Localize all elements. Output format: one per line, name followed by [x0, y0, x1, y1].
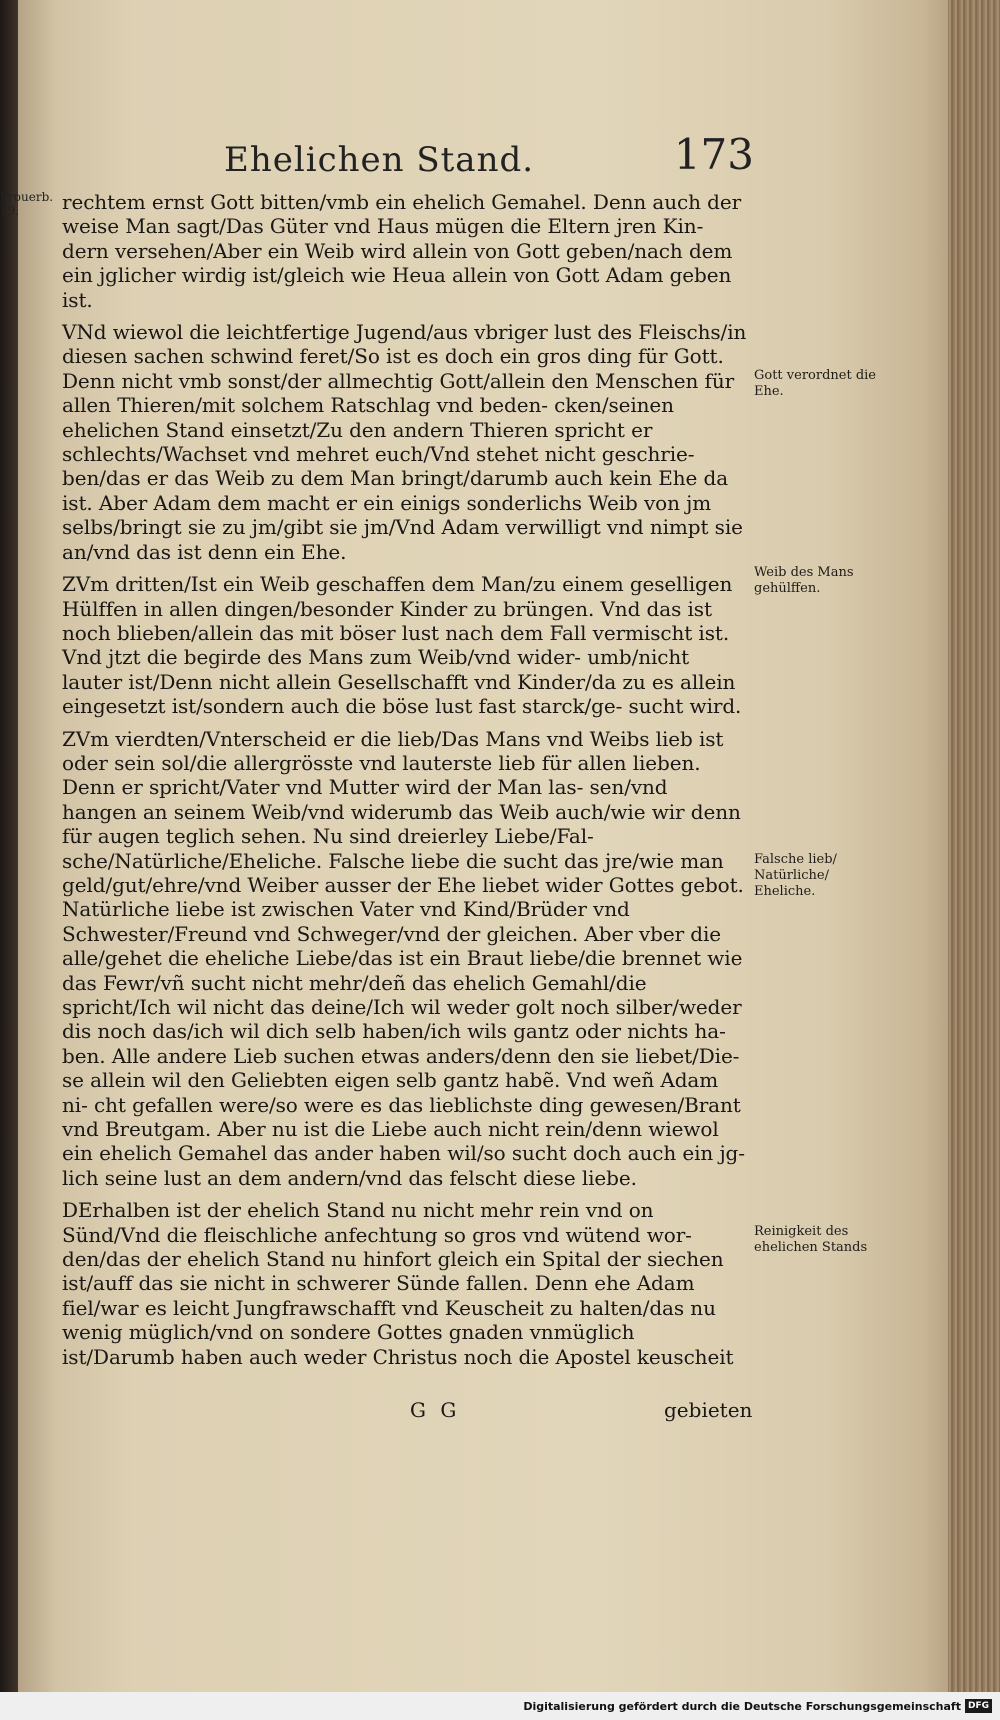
paragraph-3: ZVm dritten/Ist ein Weib geschaffen dem Man/zu einem geselligen Hülffen in allen dingen/besonder Kinder zu brüngen. Vnd das ist noch blieben/allein das mit böser lust nach dem Fall vermischt ist. Vnd jtzt die begirde des Mans zum Weib/vnd wider- umb/nicht lauter ist/Denn nicht allein Gesellschafft vnd Kinder/da zu es allein eingesetzt ist/sondern auch die böse lust fast starck/ge- sucht wird.	[62, 572, 742, 719]
footer-credit: Digitalisierung gefördert durch die Deutsche Forschungsgemeinschaft	[523, 1699, 961, 1713]
paragraph-1: rechtem ernst Gott bitten/vmb ein ehelich Gemahel. Denn auch der weise Man sagt/Das Güter vnd Haus mügen die Eltern jren Kin- dern versehen/Aber ein Weib wird allein von Gott geben/nach dem ein jglicher wirdig ist/gleich wie Heua allein von Gott Adam geben ist.	[62, 190, 742, 312]
book-page-edges	[948, 0, 1000, 1692]
dfg-logo: DFG	[965, 1699, 992, 1713]
page-header	[224, 132, 754, 182]
page-number: 173	[673, 130, 754, 179]
gloss-falsche-lieb: Falsche lieb/ Natürliche/ Eheliche.	[754, 852, 837, 899]
footer-bar	[0, 1692, 1000, 1720]
signature-mark: G G	[410, 1398, 461, 1422]
paragraph-5: DErhalben ist der ehelich Stand nu nicht mehr rein vnd on Sünd/Vnd die fleischliche anfechtung so gros vnd wütend wor- den/das der ehelich Stand nu hinfort gleich ein Spital der siechen ist/auff das sie nicht in schwerer Sünde fallen. Denn ehe Adam fiel/war es leicht Jungfrawschafft vnd Keuscheit zu halten/das nu wenig müglich/vnd on sondere Gottes gnaden vnmüglich ist/Darumb haben auch weder Christus noch die Apostel keuscheit	[62, 1198, 734, 1369]
marginal-reference: Prouerb. 19.	[0, 190, 54, 218]
paragraph-4: ZVm vierdten/Vnterscheid er die lieb/Das Mans vnd Weibs lieb ist oder sein sol/die allergrösste vnd lauterste lieb für allen lieben. Denn er spricht/Vater vnd Mutter wird der Man las- sen/vnd hangen an seinem Weib/vnd widerumb das Weib auch/wie wir denn für augen teglich sehen. Nu sind dreierley Liebe/Fal- sche/Natürliche/Eheliche. Falsche liebe die sucht das jre/wie man geld/gut/ehre/vnd Weiber ausser der Ehe liebet wider Gottes gebot. Natürliche liebe ist zwischen Vater vnd Kind/Brüder vnd Schwester/Freund vnd Schweger/vnd der gleichen. Aber vber die alle/gehet die eheliche Liebe/das ist ein Braut liebe/die brennet wie das Fewr/vñ sucht nicht mehr/deñ das ehelich Gemahl/die spricht/Ich wil nicht das deine/Ich wil weder golt noch silber/weder dis noch das/ich wil dich selb haben/ich wils gantz oder nichts ha- ben. Alle andere Lieb suchen etwas anders/denn den sie liebet/Die- se allein wil den Geliebten eigen selb gantz habẽ. Vnd weñ Adam ni- cht gefallen were/so were es das lieblichste ding gewesen/Brant vnd Breutgam. Aber nu ist die Liebe auch nicht rein/denn wiewol ein ehelich Gemahel das ander haben wil/so sucht doch auch ein jg- lich seine lust an dem andern/vnd das felscht diese liebe.	[62, 726, 745, 1190]
gloss-reinigkeit: Reinigkeit des ehelichen Stands	[754, 1224, 868, 1255]
gloss-gott-verordnet: Gott verordnet die Ehe.	[754, 368, 877, 399]
gloss-weib-gehuelffen: Weib des Mans gehülffen.	[754, 565, 854, 596]
body-text	[62, 190, 748, 1369]
catchword: gebieten	[664, 1398, 753, 1422]
running-title: Ehelichen Stand.	[224, 140, 535, 180]
paragraph-2: VNd wiewol die leichtfertige Jugend/aus vbriger lust des Fleischs/in diesen sachen schwind feret/So ist es doch ein gros ding für Gott. Denn nicht vmb sonst/der allmechtig Gott/allein den Menschen für allen Thieren/mit solchem Ratschlag vnd beden- cken/seinen ehelichen Stand einsetzt/Zu den andern Thieren spricht er schlechts/Wachset vnd mehret euch/Vnd stehet nicht geschrie- ben/das er das Weib zu dem Man bringt/darumb auch kein Ehe da ist. Aber Adam dem macht er ein einigs sonderlichs Weib von jm selbs/bringt sie zu jm/gibt sie jm/Vnd Adam verwilligt vnd nimpt sie an/vnd das ist denn ein Ehe.	[62, 320, 747, 564]
